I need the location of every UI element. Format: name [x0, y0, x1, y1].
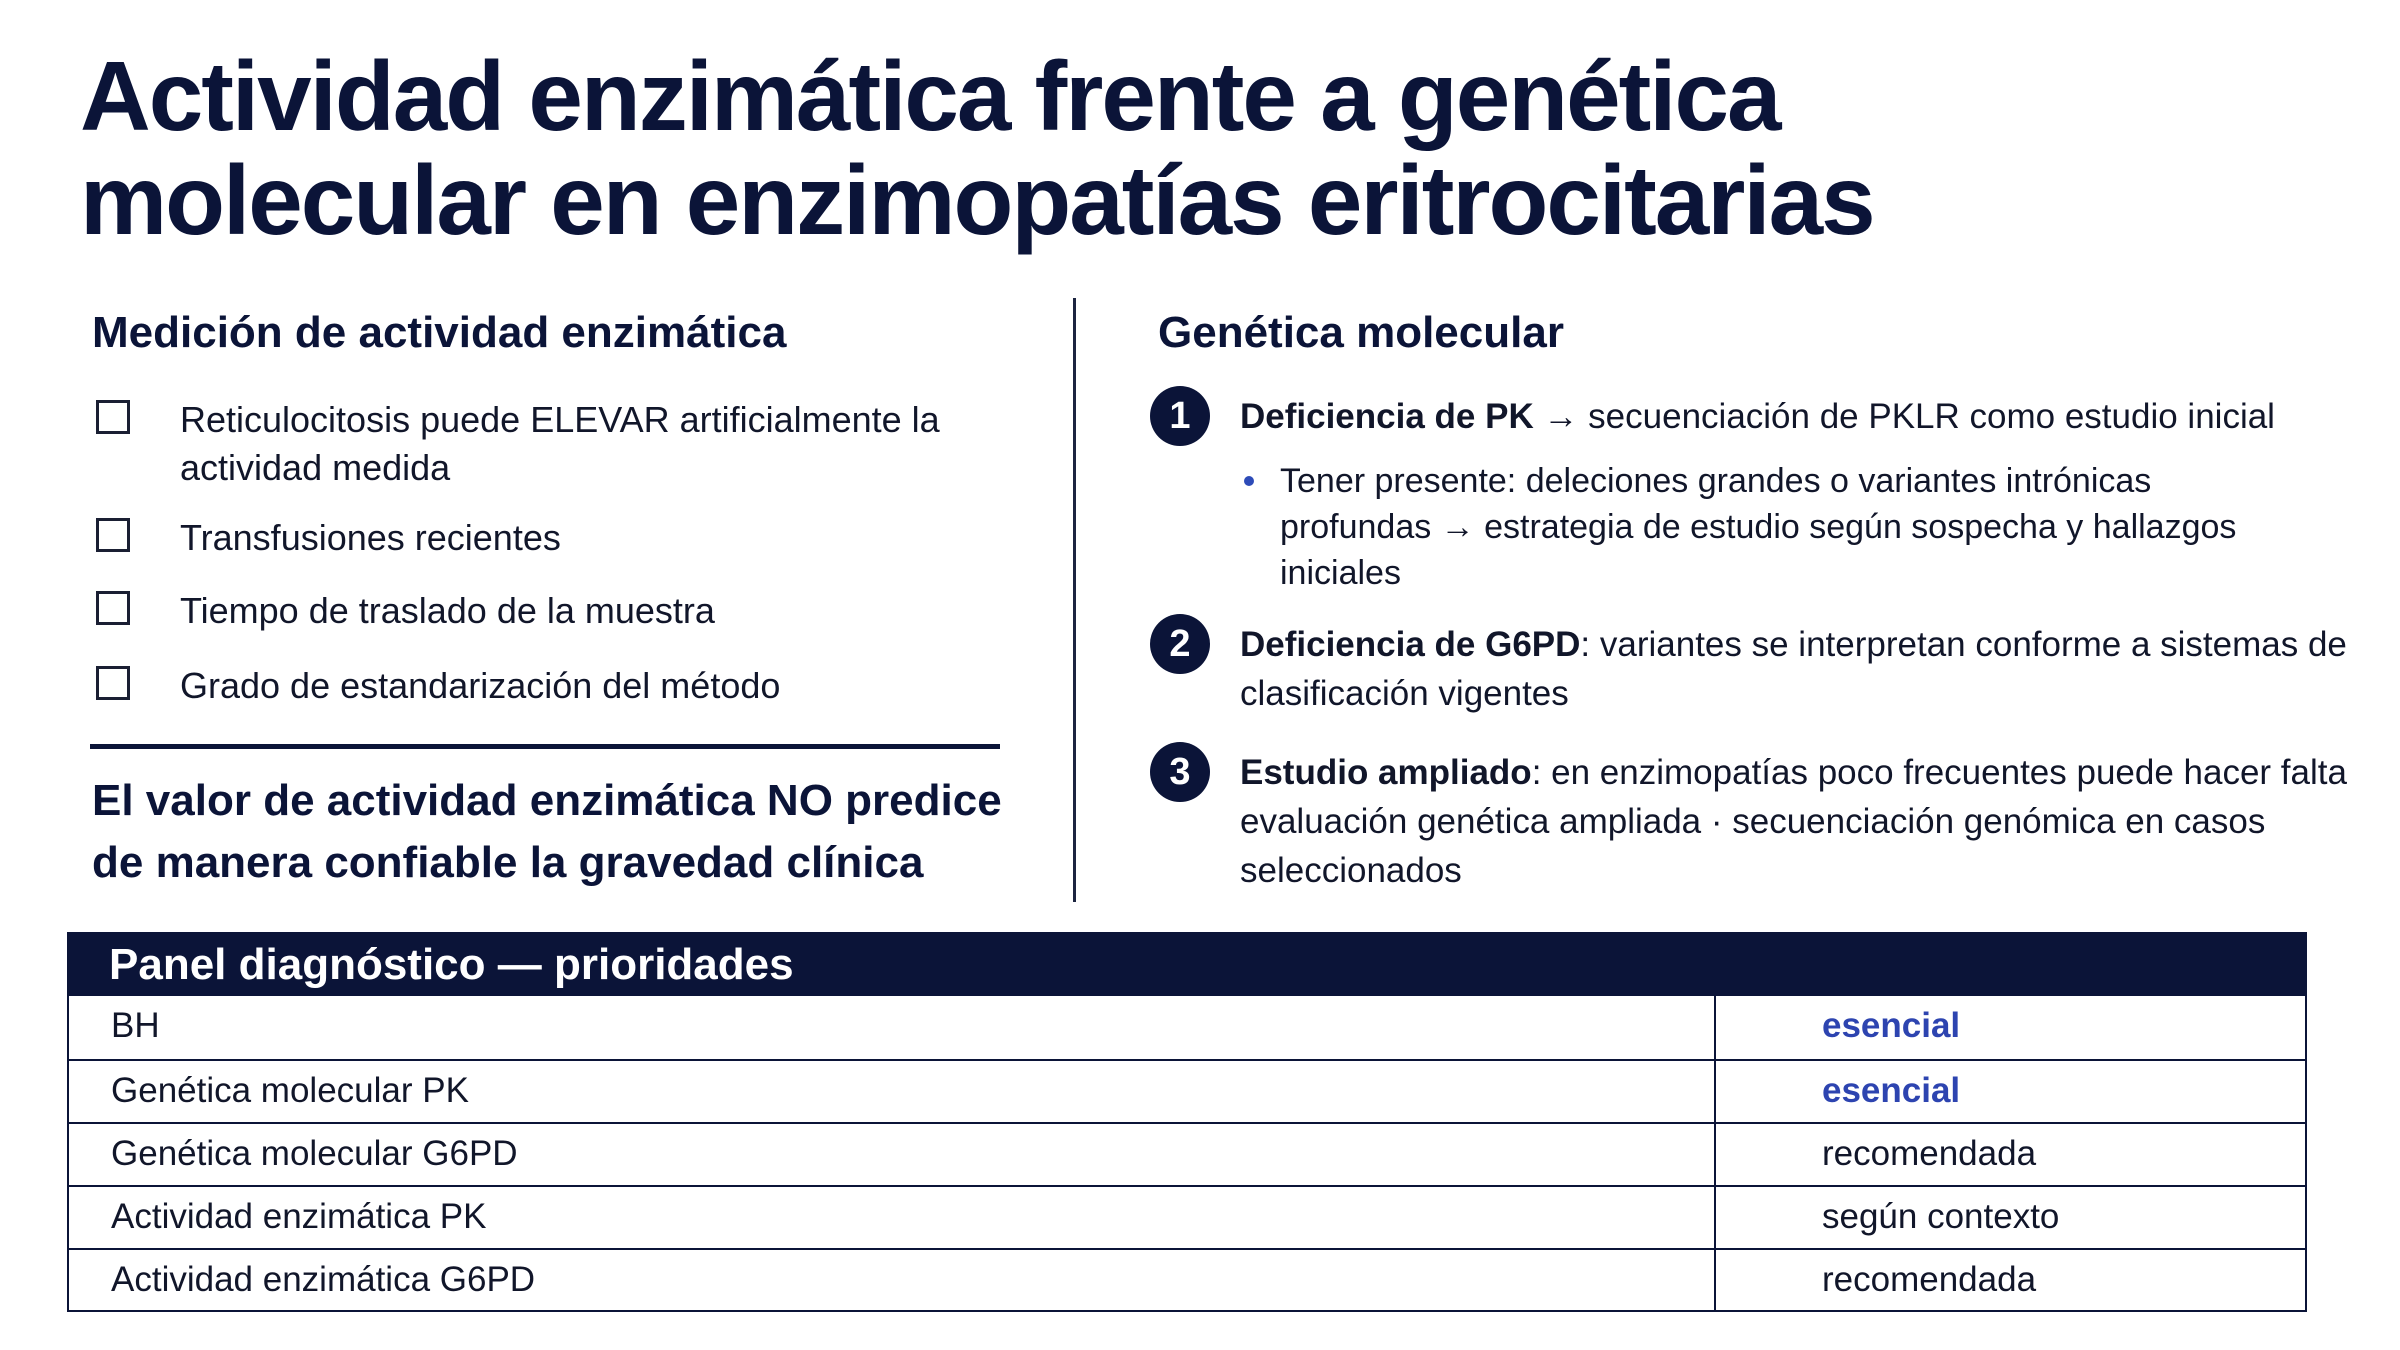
step-number-badge: 3: [1150, 742, 1210, 802]
priority-level: recomendada: [1822, 1260, 2037, 1299]
table-row: [69, 1059, 2305, 1122]
left-divider: [90, 744, 1000, 749]
step-text: [1240, 392, 2370, 441]
priority-level: esencial: [1822, 1071, 1961, 1110]
step-label: Deficiencia de G6PD: [1240, 625, 1581, 664]
priority-level: esencial: [1822, 1006, 1961, 1045]
test-name: BH: [111, 1006, 160, 1045]
column-separator: [1714, 1248, 1716, 1311]
checklist-item-text: Tiempo de traslado de la muestra: [180, 590, 715, 631]
diagnostic-panel-table: [67, 932, 2307, 1312]
checkbox-icon[interactable]: [96, 400, 130, 434]
key-takeaway-line-1: El valor de actividad enzimática NO predice: [92, 776, 1002, 825]
test-name: Actividad enzimática PK: [111, 1197, 487, 1236]
test-name: Actividad enzimática G6PD: [111, 1260, 536, 1299]
table-row: [69, 1185, 2305, 1248]
molecular-genetics-heading: Genética molecular: [1158, 308, 1564, 357]
slide-title-line-2: molecular en enzimopatías eritrocitarias: [80, 145, 1874, 255]
sub-bullet: [1280, 458, 2280, 596]
checklist-item-text: Reticulocitosis puede ELEVAR artificialmente la actividad medida: [180, 399, 940, 488]
checklist-item-text: Grado de estandarización del método: [180, 665, 781, 706]
slide-title-line-1: Actividad enzimática frente a genética: [80, 41, 1780, 151]
checkbox-icon[interactable]: [96, 518, 130, 552]
step-description: : en enzimopatías poco frecuentes puede hacer falta evaluación genética ampliada · secuenciación genómica en casos seleccionados: [1240, 753, 2347, 890]
table-row: [69, 996, 2305, 1059]
column-separator: [1714, 1185, 1716, 1248]
step-label: Estudio ampliado: [1240, 753, 1532, 792]
priority-level: según contexto: [1822, 1197, 2060, 1236]
step-description: → secuenciación de PKLR como estudio inicial: [1533, 397, 2275, 436]
slide-title: [80, 41, 2340, 255]
checkbox-icon[interactable]: [96, 591, 130, 625]
sub-bullet-text: Tener presente: deleciones grandes o variantes intrónicas profundas → estrategia de estudio según sospecha y hallazgos iniciales: [1280, 462, 2237, 592]
key-takeaway: [92, 770, 1052, 894]
column-separator: [1714, 1059, 1716, 1122]
step-text: [1240, 620, 2370, 718]
table-row: [69, 1122, 2305, 1185]
panel-header: [69, 934, 2305, 996]
step-label: Deficiencia de PK: [1240, 397, 1534, 436]
key-takeaway-line-2: de manera confiable la gravedad clínica: [92, 838, 924, 887]
step-description: : variantes se interpretan conforme a sistemas de clasificación vigentes: [1240, 625, 2347, 713]
step-number-badge: 2: [1150, 614, 1210, 674]
priority-level: recomendada: [1822, 1134, 2037, 1173]
step-text: [1240, 748, 2370, 895]
bullet-dot-icon: [1244, 476, 1254, 486]
test-name: Genética molecular PK: [111, 1071, 469, 1110]
checklist-item-text: Transfusiones recientes: [180, 517, 561, 558]
column-separator: [1714, 994, 1716, 1059]
checkbox-icon[interactable]: [96, 666, 130, 700]
step-number-badge: 1: [1150, 386, 1210, 446]
column-divider: [1073, 298, 1076, 902]
panel-title: Panel diagnóstico — prioridades: [109, 940, 794, 989]
table-row: [69, 1248, 2305, 1311]
enzyme-activity-heading: Medición de actividad enzimática: [92, 308, 787, 357]
column-separator: [1714, 1122, 1716, 1185]
test-name: Genética molecular G6PD: [111, 1134, 518, 1173]
